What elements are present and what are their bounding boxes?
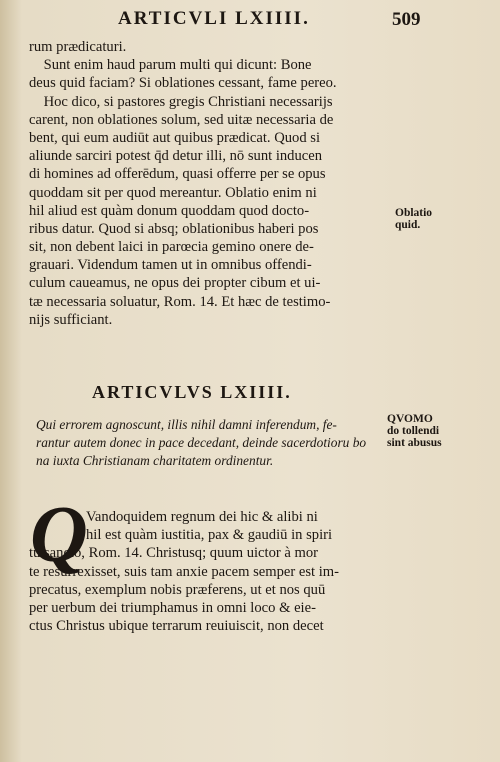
text-line: te resurrexisset, suis tam anxie pacem semper est im- [29,563,340,580]
margin-note-line: sint abusus [387,437,442,449]
text-line: carent, non oblationes solum, sed uitæ necessaria de [29,111,334,128]
text-line: di homines ad offerēdum, quasi offerre per se opus [29,166,326,183]
section-title: ARTICVLVS LXIIII. [92,382,292,402]
text-line: Sunt enim haud parum multi qui dicunt: Bone [29,57,312,74]
text-line: tu sancto, Rom. 14. Christusq; quum uictor à mor [29,545,319,562]
summary-line: Qui errorem agnoscunt, illis nihil damni inferendum, fe- [36,417,337,432]
text-line: precatus, exemplum nobis præferens, ut et nos quū [29,581,326,598]
text-line: rum prædicaturi. [29,39,127,55]
text-line: aliunde sarciri potest q̄d detur illi, nō sunt inducen [29,148,323,165]
text-line: hil est quàm iustitia, pax & gaudiū in spiri [86,527,333,544]
margin-note-line: quid. [395,219,421,231]
page-header [0,4,500,34]
text-line: bent, qui eum audiūt aut quibus prædicat. Quod si [29,129,321,146]
drop-cap: Q [30,491,88,579]
text-line: per uerbum dei triumphamus in omni loco & eie- [29,599,316,616]
article-summary [36,416,386,470]
body-text-top [29,38,399,329]
page-number: 509 [392,9,421,30]
text-line: Vandoquidem regnum dei hic & alibi ni [86,509,318,525]
margin-note-line: Oblatio [395,207,433,219]
text-line: culum caueamus, ne opus dei propter cibum et ui- [29,275,321,292]
summary-line: rantur autem donec in pace decedant, deinde sacerdotioru bo [36,435,367,450]
text-line: quoddam sit per quod mereantur. Oblatio enim ni [29,184,317,201]
text-line: deus quid faciam? Si oblationes cessant, fame pereo. [29,75,337,92]
text-line: ctus Christus ubique terrarum reuiuiscit, non decet [29,618,324,635]
text-line: tæ necessaria soluatur, Rom. 14. Et hæc de testimo- [29,293,331,310]
margin-note-line: QVOMO [387,413,433,425]
margin-note-quomodo [387,413,442,449]
text-line: ribus datur. Quod si absq; oblationibus haberi pos [29,220,319,237]
text-line: Hoc dico, si pastores gregis Christiani necessarijs [29,93,333,110]
margin-note-oblatio [395,207,432,231]
text-line: hil aliud est quàm donum quoddam quod docto- [29,202,310,219]
text-line: nijs sufficiant. [29,311,113,328]
running-head: ARTICVLI LXIIII. [118,8,310,29]
body-text-bottom [29,508,399,635]
summary-line: na iuxta Christianam charitatem ordinentur. [36,453,274,468]
text-line: sit, non debent laici in parœcia gemino onere de- [29,239,314,256]
text-line: grauari. Videndum tamen ut in omnibus offendi- [29,257,312,274]
margin-note-line: do tollendi [387,425,440,437]
